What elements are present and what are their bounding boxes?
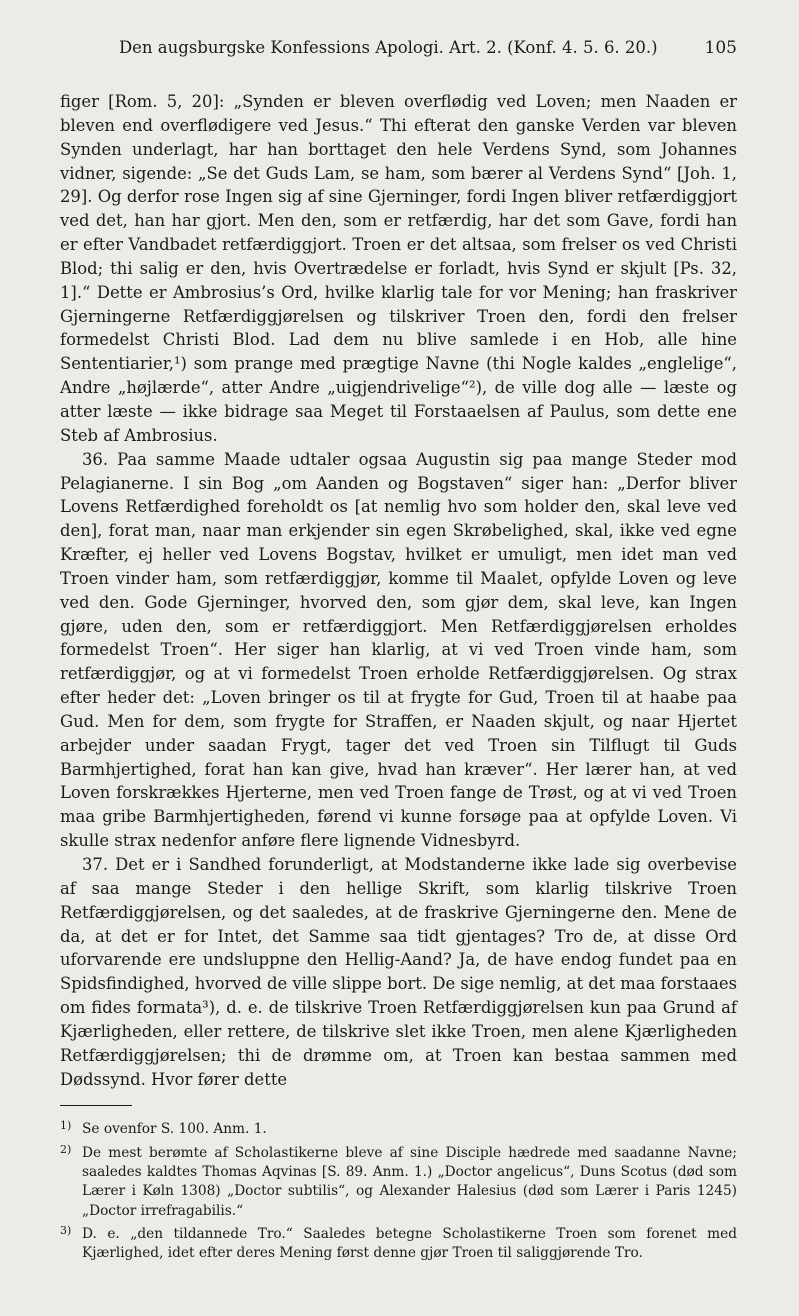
footnote-divider	[60, 1105, 132, 1106]
footnote-3-text: D. e. „den tildannede Tro.“ Saaledes betegne Scholastikerne Troen som forenet med Kjærlighed, idet efter deres Mening først denne gjør Troen til saliggjørende Tro.	[82, 1225, 737, 1262]
page-number: 105	[704, 38, 737, 58]
paragraph-37: 37. Det er i Sandhed forunderligt, at Modstanderne ikke lade sig overbevise af saa mange Steder i den hellige Skrift, som klarlig tilskrive Troen Retfærdiggjørelsen, og det saaledes, at de fraskrive Gjerningerne den. Mene de da, at det er for Intet, det Samme saa tidt gjentages? Tro de, at disse Ord uforvarende ere undsluppne den Hellig-Aand? Ja, de have endog fundet paa en Spidsfindighed, hvorved de ville slippe bort. De sige nemlig, at det maa forstaaes om fides formata³), d. e. de tilskrive Troen Retfærdiggjørelsen kun paa Grund af Kjærligheden, eller rettere, de tilskrive slet ikke Troen, men alene Kjærligheden Retfærdiggjørelsen; thi de drømme om, at Troen kan bestaa sammen med Dødssynd. Hvor fører dette	[60, 855, 737, 1089]
footnote-3	[60, 1221, 737, 1264]
body-text	[60, 90, 737, 1091]
footnote-1-marker: 1)	[60, 1119, 72, 1133]
footnote-2	[60, 1140, 737, 1221]
footnote-3-marker: 3)	[60, 1223, 72, 1237]
footnotes	[60, 1116, 737, 1263]
running-head-title: Den augsburgske Konfessions Apologi. Art. 2. (Konf. 4. 5. 6. 20.)	[118, 38, 658, 57]
paragraph-36: 36. Paa samme Maade udtaler ogsaa Augustin sig paa mange Steder mod Pelagianerne. I sin Bog „om Aanden og Bogstaven“ siger han: „Derfor bliver Lovens Retfærdighed foreholdt os [at nemlig hvo som holder den, skal leve ved den], forat man, naar man erkjender sin egen Skrøbelighed, skal, ikke ved egne Kræfter, ej heller ved Lovens Bogstav, hvilket er umuligt, men idet man ved Troen vinder ham, som retfærdiggjør, komme til Maalet, opfylde Loven og leve ved den. Gode Gjerninger, hvorved den, som gjør dem, skal leve, kan Ingen gjøre, uden den, som er retfærdiggjort. Men Retfærdiggjørelsen erholdes formedelst Troen“. Her siger han klarlig, at vi ved Troen vinde ham, som retfærdiggjør, og at vi formedelst Troen erholde Retfærdiggjørelsen. Og strax efter heder det: „Loven bringer os til at frygte for Gud, Troen til at haabe paa Gud. Men for dem, som frygte for Straffen, er Naaden skjult, og naar Hjertet arbejder under saadan Frygt, tager det ved Troen sin Tilflugt til Guds Barmhjertighed, forat han kan give, hvad han kræver“. Her lærer han, at ved Loven forskrækkes Hjerterne, men ved Troen fange de Trøst, og at vi ved Troen maa gribe Barmhjertigheden, førend vi kunne forsøge paa at opfylde Loven. Vi skulle strax nedenfor anføre flere lignende Vidnesbyrd.	[60, 449, 737, 851]
footnote-2-text: De mest berømte af Scholastikerne bleve af sine Disciple hædrede med saadanne Navne; saaledes kaldtes Thomas Aqvinas [S. 89. Anm. 1.) „Doctor angelicus“, Duns Scotus (død som Lærer i Køln 1308) „Doctor subtilis“, og Alexander Halesius (død som Lærer i Paris 1245) „Doctor irrefragabilis.“	[82, 1144, 737, 1219]
footnote-2-marker: 2)	[60, 1142, 72, 1156]
footnote-1	[60, 1116, 737, 1139]
paragraph-1: figer [Rom. 5, 20]: „Synden er bleven overflødig ved Loven; men Naaden er bleven end overflødigere ved Jesus.“ Thi efterat den ganske Verden var bleven Synden underlagt, har han borttaget den hele Verdens Synd, som Johannes vidner, sigende: „Se det Guds Lam, se ham, som bærer al Verdens Synd“ [Joh. 1, 29]. Og derfor rose Ingen sig af sine Gjerninger, fordi Ingen bliver retfærdiggjort ved det, han har gjort. Men den, som er retfærdig, har det som Gave, fordi han er efter Vandbadet retfærdiggjort. Troen er det altsaa, som frelser os ved Christi Blod; thi salig er den, hvis Overtrædelse er forladt, hvis Synd er skjult [Ps. 32, 1].“ Dette er Ambrosius’s Ord, hvilke klarlig tale for vor Mening; han fraskriver Gjerningerne Retfærdiggjørelsen og tilskriver Troen den, fordi den frelser formedelst Christi Blod. Lad dem nu blive samlede i en Hob, alle hine Sententiarier,¹) som prange med prægtige Navne (thi Nogle kaldes „englelige“, Andre „højlærde“, atter Andre „uigjendrivelige“²), de ville dog alle — læste og atter læste — ikke bidrage saa Meget til Forstaaelsen af Paulus, som dette ene Steb af Ambrosius.	[60, 92, 737, 445]
footnote-1-text: Se ovenfor S. 100. Anm. 1.	[82, 1121, 267, 1138]
running-head	[60, 38, 737, 60]
